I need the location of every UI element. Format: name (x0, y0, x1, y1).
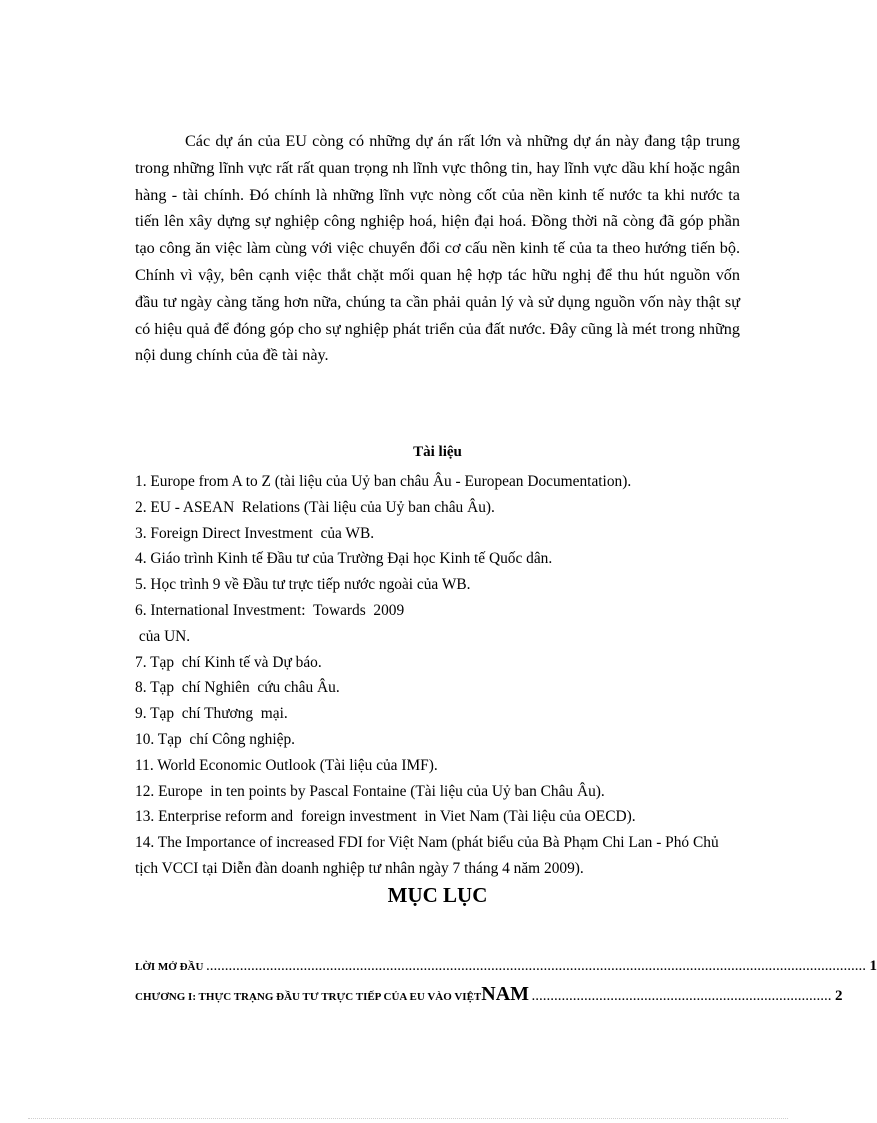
reference-item: 10. Tạp chí Công nghiệp. (135, 730, 296, 748)
reference-item: 6. International Investment: Towards 2009 (135, 601, 405, 619)
reference-item: 12. Europe in ten points by Pascal Fontaine (Tài liệu của Uỷ ban Châu Âu). (135, 782, 605, 800)
reference-item: 11. World Economic Outlook (Tài liệu của IMF). (135, 756, 438, 774)
toc-title: MỤC LỤC (387, 883, 488, 907)
toc-entry-leader: ................................................................................................................................................................................ (206, 961, 867, 973)
references-title: Tài liệu (413, 444, 462, 460)
reference-item: 2. EU - ASEAN Relations (Tài liệu của Uỷ ban châu Âu). (135, 498, 495, 516)
reference-item: 3. Foreign Direct Investment của WB. (135, 524, 375, 542)
toc-entry[interactable] (135, 958, 877, 975)
reference-item: 4. Giáo trình Kinh tế Đầu tư của Trường Đại học Kinh tế Quốc dân. (135, 550, 553, 568)
toc-entry-page: 2 (835, 988, 843, 1004)
toc-entry-label: LỜI MỞ ĐẦU (135, 961, 204, 973)
reference-item: 8. Tạp chí Nghiên cứu châu Âu. (135, 679, 340, 697)
toc-entry-label: CHƯƠNG I: THỰC TRẠNG ĐẦU TƯ TRỰC TIẾP CỦA EU VÀO VIỆT (135, 991, 482, 1003)
toc-entry[interactable] (135, 983, 843, 1006)
references-list (135, 469, 740, 882)
intro-paragraph: Các dự án của EU còng có những dự án rất lớn và những dự án này đang tập trung trong những lĩnh vực rất rất quan trọng nh lĩnh vực thông tin, hay lĩnh vực dầu khí hoặc ngân hàng - tài chính. Đó chính là những lĩnh vực nòng cốt của nền kinh tế nước ta khi nước ta tiến lên xây dựng sự nghiệp công nghiệp hoá, hiện đại hoá. Đồng thời nã còng đã góp phần tạo công ăn việc làm cùng với việc chuyển đổi cơ cấu nền kinh tế của ta theo hướng tiến bộ. Chính vì vậy, bên cạnh việc thắt chặt mối quan hệ hợp tác hữu nghị để thu hút nguồn vốn đầu tư ngày càng tăng hơn nữa, chúng ta cần phải quản lý và sử dụng nguồn vốn này thật sự có hiệu quả để đóng góp cho sự nghiệp phát triển của đất nước. Đây cũng là mét trong những nội dung chính của đề tài này. (135, 132, 740, 365)
reference-item: 5. Học trình 9 về Đầu tư trực tiếp nước ngoài của WB. (135, 576, 471, 594)
reference-item: 1. Europe from A to Z (tài liệu của Uỷ ban châu Âu - European Documentation). (135, 473, 632, 490)
toc-entry-leader: ................................................................................ (532, 991, 833, 1003)
page-bottom-divider (28, 1118, 788, 1119)
reference-item: 14. The Importance of increased FDI for Việt Nam (phát biểu của Bà Phạm Chi Lan - Phó Chủ tịch VCCI tại Diễn đàn doanh nghiệp tư nhân ngày 7 tháng 4 năm 2009). (135, 834, 723, 877)
reference-item: của UN. (135, 627, 191, 645)
toc-entry-label-suffix: NAM (481, 983, 530, 1005)
reference-item: 13. Enterprise reform and foreign investment in Viet Nam (Tài liệu của OECD). (135, 808, 636, 826)
toc-entry-page: 1 (869, 958, 877, 974)
reference-item: 7. Tạp chí Kinh tế và Dự báo. (135, 653, 322, 671)
reference-item: 9. Tạp chí Thương mại. (135, 705, 288, 723)
